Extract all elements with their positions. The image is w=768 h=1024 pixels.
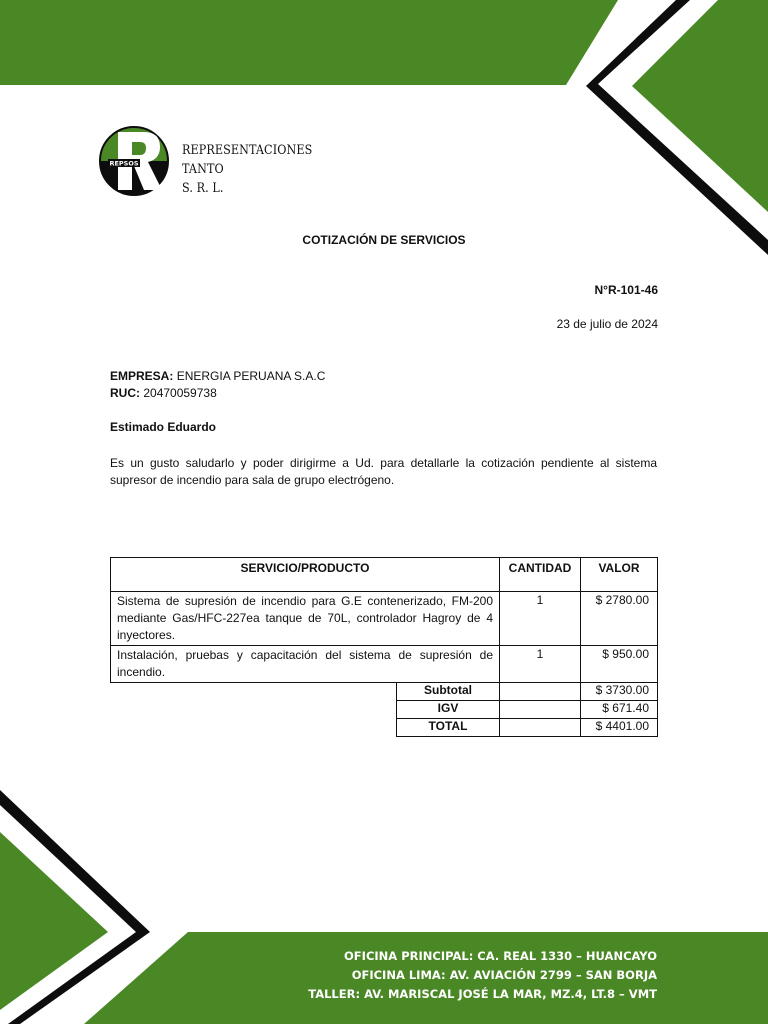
company-logo bbox=[98, 126, 174, 198]
intro-paragraph: Es un gusto saludarlo y poder dirigirme a Ud. para detallarle la cotización pendiente al sistema supresor de incendio para sala de grupo electrógeno. bbox=[110, 456, 657, 487]
igv-label: IGV bbox=[396, 701, 499, 719]
totals-spacer bbox=[111, 701, 500, 719]
greeting: Estimado Eduardo bbox=[110, 420, 217, 434]
table-row bbox=[111, 592, 658, 646]
subtotal-value: $ 3730.00 bbox=[581, 683, 658, 701]
row-description: Instalación, pruebas y capacitación del sistema de supresión de incendio. bbox=[111, 646, 500, 683]
company-name bbox=[182, 141, 354, 198]
quote-table bbox=[110, 557, 658, 737]
total-qty-blank bbox=[500, 719, 581, 737]
footer-addresses bbox=[308, 947, 657, 1004]
total-row bbox=[111, 719, 658, 737]
header-green-band bbox=[0, 0, 618, 85]
header-quantity: CANTIDAD bbox=[500, 558, 581, 592]
row-value: $ 2780.00 bbox=[581, 592, 658, 646]
header-service: SERVICIO/PRODUCTO bbox=[111, 558, 500, 592]
ruc-label: RUC: bbox=[110, 386, 140, 400]
empresa-label: EMPRESA: bbox=[110, 369, 174, 383]
row-description: Sistema de supresión de incendio para G.E contenerizado, FM-200 mediante Gas/HFC-227ea tanque de 70L, controlador Hagroy de 4 inyectores. bbox=[111, 592, 500, 646]
client-empresa bbox=[110, 369, 325, 383]
subtotal-qty-blank bbox=[500, 683, 581, 701]
igv-qty-blank bbox=[500, 701, 581, 719]
document-title: COTIZACIÓN DE SERVICIOS bbox=[302, 233, 466, 247]
igv-value: $ 671.40 bbox=[581, 701, 658, 719]
empresa-value: ENERGIA PERUANA S.A.C bbox=[176, 369, 326, 383]
footer-lima-office: OFICINA LIMA: AV. AVIACIÓN 2799 – SAN BORJA bbox=[351, 968, 657, 982]
client-ruc bbox=[110, 386, 217, 400]
totals-spacer bbox=[111, 683, 500, 701]
subtotal-label: Subtotal bbox=[396, 683, 499, 701]
table-row bbox=[111, 646, 658, 683]
company-name-line2: S. R. L. bbox=[182, 181, 224, 196]
logo-badge-text: REPSOS bbox=[109, 159, 139, 168]
row-quantity: 1 bbox=[500, 592, 581, 646]
ruc-value: 20470059738 bbox=[143, 386, 217, 400]
footer-workshop: TALLER: AV. MARISCAL JOSÉ LA MAR, MZ.4, LT.8 – VMT bbox=[308, 987, 657, 1001]
subtotal-row bbox=[111, 683, 658, 701]
footer-green-corner bbox=[0, 832, 108, 1010]
footer-main-office: OFICINA PRINCIPAL: CA. REAL 1330 – HUANCAYO bbox=[344, 949, 657, 963]
quote-date: 23 de julio de 2024 bbox=[556, 317, 658, 331]
total-value: $ 4401.00 bbox=[581, 719, 658, 737]
igv-row bbox=[111, 701, 658, 719]
total-label: TOTAL bbox=[396, 719, 499, 737]
table-header-row bbox=[111, 558, 658, 592]
totals-spacer bbox=[111, 719, 500, 737]
row-value: $ 950.00 bbox=[581, 646, 658, 683]
quote-number: N°R-101-46 bbox=[594, 283, 658, 297]
company-name-line1: REPRESENTACIONES TANTO bbox=[182, 143, 313, 177]
header-value: VALOR bbox=[581, 558, 658, 592]
row-quantity: 1 bbox=[500, 646, 581, 683]
